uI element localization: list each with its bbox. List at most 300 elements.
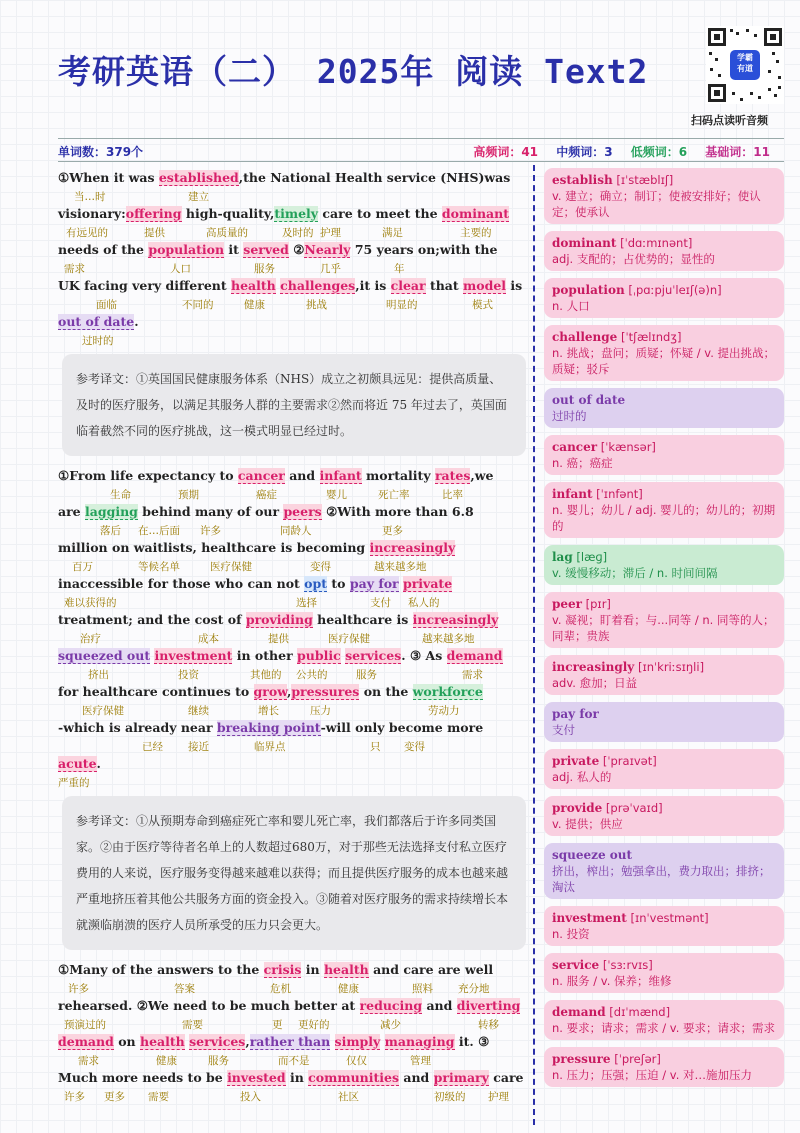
text-segment: on the (359, 684, 413, 699)
vocab-highlight[interactable]: challenges (280, 278, 356, 293)
passage-line (58, 538, 526, 574)
paragraph-1-lines (58, 168, 526, 348)
vocab-headword (552, 910, 776, 926)
text-segment: in (285, 1070, 309, 1085)
chinese-gloss: 答案 (174, 983, 195, 995)
chinese-gloss: 预期 (178, 489, 199, 501)
vocab-card[interactable] (544, 388, 784, 428)
chinese-gloss: 需要 (182, 1019, 203, 1031)
vocab-headword (552, 753, 776, 769)
chinese-gloss: 需求 (78, 1055, 99, 1067)
vocab-card[interactable] (544, 325, 784, 381)
chinese-gloss: 医疗保健 (210, 561, 252, 573)
english-text (58, 504, 474, 519)
text-segment: UK facing very different (58, 278, 232, 293)
qr-badge-line2: 有道 (737, 64, 753, 73)
passage-line (58, 466, 526, 502)
vocab-headword (552, 235, 776, 251)
vocab-word: pressure (552, 1052, 611, 1066)
text-segment: and (284, 468, 320, 483)
vocab-word: peer (552, 597, 582, 611)
vocab-highlight[interactable]: infant (319, 468, 362, 483)
vocab-card[interactable] (544, 749, 784, 789)
qr-badge (730, 52, 760, 74)
chinese-gloss: 成本 (198, 633, 219, 645)
vocab-word: establish (552, 173, 613, 187)
chinese-gloss: 医疗保健 (328, 633, 370, 645)
chinese-gloss: 建立 (188, 191, 209, 203)
english-text (58, 170, 510, 185)
vocab-definition: v. 凝视；盯着看；与...同等 / n. 同等的人；同辈；贵族 (552, 613, 775, 643)
passage-line (58, 168, 526, 204)
english-text (58, 962, 493, 977)
chinese-gloss: 投入 (240, 1091, 261, 1103)
chinese-gloss: 服务 (356, 669, 377, 681)
english-text (58, 468, 493, 483)
vocab-definition: v. 提供；供应 (552, 817, 623, 831)
chinese-gloss: 百万 (72, 561, 93, 573)
english-text (58, 314, 139, 329)
text-segment: inaccessible for those who can not (58, 576, 305, 591)
passage-line (58, 718, 526, 754)
chinese-gloss: 转移 (478, 1019, 499, 1031)
chinese-gloss: 健康 (244, 299, 265, 311)
vocab-definition: v. 建立；确立；制订；使被安排好；使认定；使承认 (552, 189, 761, 219)
text-segment: to (327, 576, 350, 591)
vocab-highlight[interactable]: increasingly (412, 612, 499, 627)
vocab-highlight[interactable]: pay for (349, 576, 399, 591)
english-text (58, 612, 498, 627)
vocab-highlight[interactable]: communities (308, 1070, 400, 1085)
vocab-word: pay for (552, 707, 599, 721)
vocabulary-list (544, 168, 784, 1094)
chinese-gloss: 而不是 (278, 1055, 310, 1067)
vocab-highlight[interactable]: workforce (412, 684, 483, 699)
passage (58, 168, 526, 1110)
paragraph-2-lines (58, 466, 526, 790)
chinese-gloss: 需求 (462, 669, 483, 681)
page-title: 考研英语（二） 2025年 阅读 Text2 (58, 52, 649, 91)
vocab-definition: n. 投资 (552, 927, 590, 941)
chinese-gloss: 继续 (188, 705, 209, 717)
passage-line (58, 574, 526, 610)
chinese-gloss: 越来越多地 (422, 633, 475, 645)
frequency-legend (459, 143, 770, 160)
chinese-gloss: 面临 (96, 299, 117, 311)
chinese-gloss: 许多 (200, 525, 221, 537)
english-text (58, 278, 522, 293)
chinese-gloss: 在…后面 (138, 525, 180, 537)
english-text (58, 206, 509, 221)
chinese-gloss: 管理 (410, 1055, 431, 1067)
vocab-highlight[interactable]: services (345, 648, 402, 663)
chinese-gloss: 提供 (144, 227, 165, 239)
chinese-gloss: 模式 (472, 299, 493, 311)
vocab-headword (552, 847, 776, 863)
mid-frequency-count: 中频词：3 (556, 145, 613, 159)
text-segment: care (488, 1070, 524, 1085)
chinese-gloss: 健康 (338, 983, 359, 995)
passage-line (58, 1032, 526, 1068)
vocab-highlight[interactable]: invested (227, 1070, 286, 1085)
vocab-headword (552, 282, 776, 298)
text-segment: ② (288, 242, 305, 257)
vocab-definition: adj. 私人的 (552, 770, 612, 784)
chinese-gloss: 生命 (110, 489, 131, 501)
chinese-gloss: 癌症 (256, 489, 277, 501)
text-segment: care to meet the (318, 206, 442, 221)
paragraph-1-translation: 参考译文：①英国国民健康服务体系（NHS）成立之初颇具远见：提供高质量、及时的医疗服务，以满足其服务人群的主要需求②然而将近 75 年过去了，英国面临着截然不同的医疗挑战，这一模式明显已经过时。 (62, 354, 526, 456)
vocab-highlight[interactable]: timely (274, 206, 319, 221)
vocab-definition: 过时的 (552, 409, 587, 423)
english-text (58, 540, 455, 555)
vocab-highlight[interactable]: diverting (456, 998, 521, 1013)
chinese-gloss: 死亡率 (378, 489, 410, 501)
vocab-phonetic: [ɪˈstæblɪʃ] (612, 173, 674, 187)
vocab-highlight[interactable]: opt (304, 576, 328, 591)
text-segment: in other (232, 648, 298, 663)
text-segment: . ③ As (401, 648, 447, 663)
vocab-headword (552, 706, 776, 722)
vocab-highlight[interactable]: increasingly (369, 540, 456, 555)
vocab-headword (552, 329, 776, 345)
chinese-gloss: 更好的 (298, 1019, 330, 1031)
vocab-definition: n. 要求；请求；需求 / v. 要求；请求；需求 (552, 1021, 776, 1035)
vocab-definition: n. 癌；癌症 (552, 456, 613, 470)
passage-line (58, 996, 526, 1032)
paragraph-1 (58, 168, 526, 456)
text-segment: : (121, 206, 126, 221)
vocab-phonetic: [ˈsɜːrvɪs] (599, 958, 653, 972)
chinese-gloss: 治疗 (80, 633, 101, 645)
vocab-highlight[interactable]: peers (283, 504, 322, 519)
vocab-highlight[interactable]: dominant (441, 206, 510, 221)
text-segment: are (58, 504, 85, 519)
vocab-phonetic: [ˈkænsər] (597, 440, 656, 454)
english-text (58, 1034, 489, 1049)
vocab-highlight[interactable]: health (140, 1034, 185, 1049)
text-segment: in (301, 962, 324, 977)
vocab-phonetic: [ˈɪnfənt] (592, 487, 643, 501)
passage-line (58, 502, 526, 538)
english-text (58, 684, 483, 699)
vocab-card[interactable] (544, 545, 784, 585)
vocab-highlight[interactable]: services (189, 1034, 246, 1049)
text-segment: high-quality, (181, 206, 275, 221)
vocab-word: population (552, 283, 625, 297)
text-segment: Much more needs to be (58, 1070, 228, 1085)
passage-line (58, 312, 526, 348)
vocab-phonetic: [ˌpɑːpjuˈleɪʃ(ə)n] (624, 283, 722, 297)
chinese-gloss: 健康 (156, 1055, 177, 1067)
english-text (58, 720, 483, 735)
vocab-word: service (552, 958, 600, 972)
chinese-gloss: 许多 (64, 1091, 85, 1103)
vocab-definition: n. 人口 (552, 299, 590, 313)
vocab-highlight[interactable]: model (463, 278, 507, 293)
vocab-phonetic: [ɪnˈkriːsɪŋli] (634, 660, 705, 674)
chinese-gloss: 其他的 (250, 669, 282, 681)
passage-line (58, 204, 526, 240)
text-segment: healthcare is (312, 612, 413, 627)
chinese-gloss: 初级的 (434, 1091, 466, 1103)
vocab-highlight[interactable]: health (323, 962, 369, 977)
vocab-highlight[interactable]: private (402, 576, 453, 591)
text-segment: ,we (470, 468, 494, 483)
text-segment: it (224, 242, 244, 257)
chinese-gloss: 落后 (100, 525, 121, 537)
text-segment: treatment; and the cost of (58, 612, 246, 627)
vocab-card[interactable] (544, 168, 784, 224)
chinese-gloss: 危机 (270, 983, 291, 995)
chinese-gloss: 私人的 (408, 597, 440, 609)
passage-line (58, 610, 526, 646)
chinese-gloss: 服务 (208, 1055, 229, 1067)
english-text (58, 576, 452, 591)
vocab-highlight[interactable]: acute (58, 756, 97, 771)
vocab-card[interactable] (544, 702, 784, 742)
chinese-gloss: 减少 (380, 1019, 401, 1031)
vocab-highlight[interactable]: grow (253, 684, 287, 699)
text-segment: . (96, 756, 101, 771)
vocab-word: infant (552, 487, 593, 501)
paragraph-3 (58, 960, 526, 1104)
passage-line (58, 754, 526, 790)
vocab-highlight[interactable]: health (231, 278, 276, 293)
vocab-phonetic: [prəˈvaɪd] (602, 801, 663, 815)
vocab-definition: n. 婴儿；幼儿 / adj. 婴儿的；幼儿的；初期的 (552, 503, 776, 533)
vocab-card[interactable] (544, 231, 784, 271)
vocab-highlight[interactable]: cancer (237, 468, 285, 483)
vocab-headword (552, 957, 776, 973)
paragraph-2 (58, 466, 526, 950)
chinese-gloss: 公共的 (296, 669, 328, 681)
chinese-gloss: 劳动力 (428, 705, 460, 717)
text-segment: ,it is (355, 278, 391, 293)
chinese-gloss: 充分地 (458, 983, 490, 995)
text-segment: is (506, 278, 523, 293)
vocab-card[interactable] (544, 592, 784, 648)
chinese-gloss: 预演过的 (64, 1019, 106, 1031)
vocab-highlight[interactable]: served (243, 242, 289, 257)
vocab-headword (552, 439, 776, 455)
vocab-definition: n. 挑战；盘问；质疑；怀疑 / v. 提出挑战；质疑；驳斥 (552, 346, 776, 376)
chinese-gloss: 服务 (254, 263, 275, 275)
vocab-card[interactable] (544, 435, 784, 475)
vocab-phonetic: [ˈpraɪvət] (599, 754, 657, 768)
text-segment: for healthcare continues to (58, 684, 254, 699)
text-segment: , (245, 1034, 250, 1049)
chinese-gloss: 等候名单 (138, 561, 180, 573)
chinese-gloss: 比率 (442, 489, 463, 501)
vocab-definition: v. 缓慢移动；滞后 / n. 时间间隔 (552, 566, 718, 580)
qr-badge-line1: 学霸 (737, 53, 753, 62)
text-segment: it. ③ (454, 1034, 490, 1049)
chinese-gloss: 主要的 (460, 227, 492, 239)
text-segment: ①From life expectancy to (58, 468, 238, 483)
vocab-headword (552, 486, 776, 502)
chinese-gloss: 护理 (320, 227, 341, 239)
chinese-gloss: 婴儿 (326, 489, 347, 501)
vocab-highlight[interactable]: simply (334, 1034, 381, 1049)
vocab-highlight[interactable]: breaking point (216, 720, 321, 735)
chinese-gloss: 满足 (382, 227, 403, 239)
chinese-gloss: 变得 (310, 561, 331, 573)
qr-caption: 扫码点读听音频 (691, 114, 768, 127)
chinese-gloss: 投资 (178, 669, 199, 681)
vocab-highlight[interactable]: reducing (359, 998, 423, 1013)
vocab-highlight[interactable]: lagging (85, 504, 138, 519)
chinese-gloss: 有远见的 (66, 227, 108, 239)
english-text (58, 756, 101, 771)
chinese-gloss: 几乎 (320, 263, 341, 275)
vocab-card[interactable] (544, 906, 784, 946)
vocab-word: lag (552, 550, 573, 564)
vocab-phonetic: [ˈtʃælɪndʒ] (617, 330, 682, 344)
vocab-card[interactable] (544, 278, 784, 318)
text-segment: rehearsed. ②We need to be much better at (58, 998, 360, 1013)
vocab-phonetic: [læɡ] (572, 550, 608, 564)
text-segment: needs of the (58, 242, 149, 257)
vocab-highlight[interactable]: managing (384, 1034, 455, 1049)
vocab-headword (552, 800, 776, 816)
vocab-highlight[interactable]: primary (433, 1070, 489, 1085)
chinese-gloss: 照料 (412, 983, 433, 995)
basic-word-count: 基础词：11 (705, 145, 770, 159)
chinese-gloss: 更 (272, 1019, 283, 1031)
passage-line (58, 240, 526, 276)
text-segment: and care are well (368, 962, 494, 977)
english-text (58, 648, 503, 663)
vocab-word: out of date (552, 393, 626, 407)
text-segment: and (399, 1070, 434, 1085)
vocab-word: dominant (552, 236, 617, 250)
column-divider (533, 165, 535, 1125)
text-segment: on (113, 1034, 140, 1049)
high-frequency-count: 高频词：41 (473, 145, 539, 159)
passage-line (58, 1068, 526, 1104)
chinese-gloss: 不同的 (182, 299, 214, 311)
vocab-headword (552, 596, 776, 612)
text-segment: . (134, 314, 139, 329)
english-text (58, 998, 520, 1013)
vocab-highlight[interactable]: rather than (249, 1034, 331, 1049)
text-segment: behind many of our (137, 504, 284, 519)
vocab-phonetic: [ˈpreʃər] (610, 1052, 661, 1066)
vocab-word: increasingly (552, 660, 635, 674)
chinese-gloss: 人口 (170, 263, 191, 275)
vocab-definition: adv. 愈加；日益 (552, 676, 638, 690)
chinese-gloss: 严重的 (58, 777, 90, 789)
passage-line (58, 646, 526, 682)
english-text (58, 1070, 524, 1085)
chinese-gloss: 越来越多地 (374, 561, 427, 573)
vocab-card[interactable] (544, 796, 784, 836)
vocab-word: provide (552, 801, 603, 815)
passage-line (58, 960, 526, 996)
vocab-card[interactable] (544, 953, 784, 993)
chinese-gloss: 挑战 (306, 299, 327, 311)
text-segment: , (286, 684, 292, 699)
vocab-highlight[interactable]: established (158, 170, 239, 185)
chinese-gloss: 变得 (404, 741, 425, 753)
chinese-gloss: 增长 (258, 705, 279, 717)
chinese-gloss: 更多 (104, 1091, 125, 1103)
vocab-headword (552, 549, 776, 565)
vocab-card[interactable] (544, 843, 784, 899)
vocab-headword (552, 1051, 776, 1067)
text-segment: -which is already near (58, 720, 217, 735)
chinese-gloss: 支付 (370, 597, 391, 609)
vocab-card[interactable] (544, 655, 784, 695)
vocab-phonetic: [ˈdɑːmɪnənt] (616, 236, 693, 250)
chinese-gloss: 难以获得的 (64, 597, 117, 609)
vocab-highlight[interactable]: investment (154, 648, 233, 663)
vocab-highlight[interactable]: pressures (291, 684, 360, 699)
text-segment: ①Many of the answers to the (58, 962, 264, 977)
vocab-card[interactable] (544, 1000, 784, 1040)
vocab-definition: 挤出，榨出；勉强拿出，费力取出；排挤；淘汰 (552, 864, 771, 894)
vocab-card[interactable] (544, 1047, 784, 1087)
vocab-highlight[interactable]: out of date (58, 314, 135, 329)
vocab-highlight[interactable]: offering (125, 206, 182, 221)
text-segment: ①When it was (58, 170, 159, 185)
vocab-headword (552, 1004, 776, 1020)
text-segment (330, 1034, 334, 1049)
vocab-word: squeeze out (552, 848, 633, 862)
vocab-highlight[interactable]: public (297, 648, 341, 663)
paragraph-2-translation: 参考译文：①从预期寿命到癌症死亡率和婴儿死亡率，我们都落后于许多同类国家。②由于医疗等待者名单上的人数超过680万，对于那些无法选择支付私立医疗费用的人来说，医疗服务变得越来越难以获得；而且提供医疗服务的成本也越来越严重地挤压着其他公共服务方面的资金投入。③随着对医疗服务的需求持续增长本就濒临崩溃的医疗人员所承受的压力只会更大。 (62, 796, 526, 950)
chinese-gloss: 已经 (142, 741, 163, 753)
vocab-highlight[interactable]: squeezed out (58, 648, 151, 663)
chinese-gloss: 当…时 (74, 191, 106, 203)
vocab-highlight[interactable]: clear (390, 278, 426, 293)
vocab-phonetic: [pɪr] (581, 597, 611, 611)
passage-line (58, 276, 526, 312)
vocab-definition: n. 压力；压强；压迫 / v. 对…施加压力 (552, 1068, 753, 1082)
passage-line (58, 682, 526, 718)
vocab-definition: n. 服务 / v. 保养；维修 (552, 974, 672, 988)
vocab-highlight[interactable]: crisis (263, 962, 302, 977)
vocab-highlight[interactable]: demand (58, 1034, 114, 1049)
vocab-highlight[interactable]: population (148, 242, 225, 257)
vocab-phonetic: [dɪˈmænd] (605, 1005, 671, 1019)
vocab-highlight[interactable]: demand (446, 648, 503, 663)
vocab-card[interactable] (544, 482, 784, 538)
chinese-gloss: 选择 (296, 597, 317, 609)
vocab-definition: adj. 支配的；占优势的；显性的 (552, 252, 715, 266)
low-frequency-count: 低频词：6 (630, 145, 688, 159)
chinese-gloss: 医疗保健 (82, 705, 124, 717)
text-segment: ②With more than 6.8 (321, 504, 474, 519)
vocab-highlight[interactable]: rates (434, 468, 471, 483)
english-text (58, 242, 497, 257)
vocab-word: private (552, 754, 600, 768)
chinese-gloss: 许多 (68, 983, 89, 995)
vocab-highlight[interactable]: Nearly (304, 242, 351, 257)
chinese-gloss: 同龄人 (280, 525, 312, 537)
vocab-word: cancer (552, 440, 598, 454)
chinese-gloss: 明显的 (386, 299, 418, 311)
vocab-phonetic: [ɪnˈvestmənt] (626, 911, 709, 925)
paragraph-3-lines (58, 960, 526, 1104)
vocab-highlight[interactable]: providing (245, 612, 313, 627)
text-segment: mortality (361, 468, 435, 483)
chinese-gloss: 挤出 (88, 669, 109, 681)
vocab-word: demand (552, 1005, 606, 1019)
chinese-gloss: 接近 (188, 741, 209, 753)
header-divider (58, 161, 784, 162)
